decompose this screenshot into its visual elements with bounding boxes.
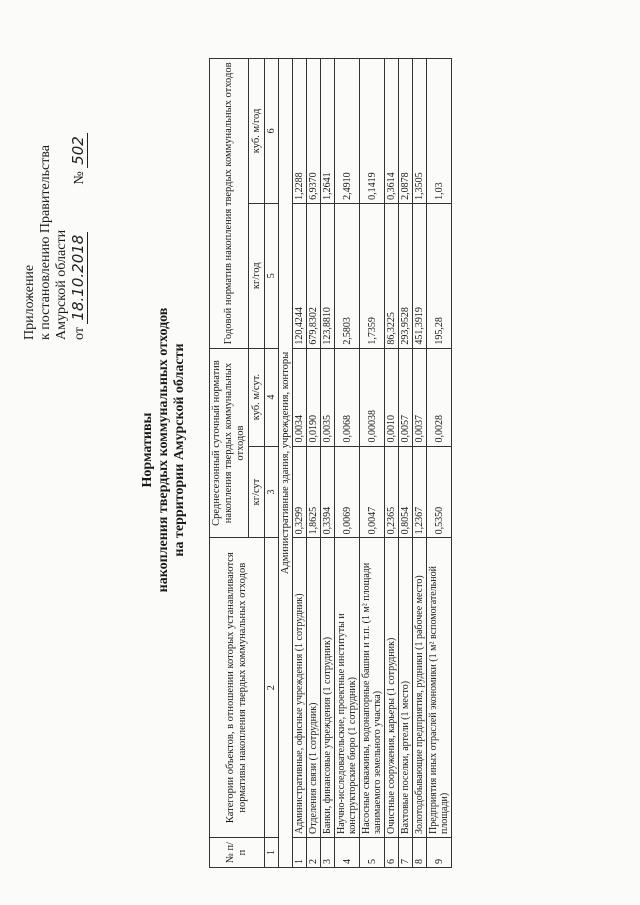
row-m3-per-year: 2,0878 <box>399 59 413 204</box>
row-category: Золотодобывающие предприятия, рудники (1 рабочее место) <box>413 538 427 838</box>
row-m3-per-day: 0,0010 <box>385 348 399 446</box>
row-kg-per-day: 0,3299 <box>293 446 307 538</box>
row-m3-per-day: 0,0028 <box>427 348 452 446</box>
row-kg-per-day: 1,8625 <box>307 446 321 538</box>
norms-table <box>209 58 452 868</box>
header-category: Категории объектов, в отношении которых устанавливаются нормативы накопления твердых коммунальных отходов <box>210 538 265 838</box>
row-category: Отделения связи (1 сотрудник) <box>307 538 321 838</box>
col-number: 1 <box>265 838 279 868</box>
row-kg-per-day: 0,5350 <box>427 446 452 538</box>
row-number: 6 <box>385 838 399 868</box>
number-prefix: № <box>72 171 87 185</box>
handwritten-date: 18.10.2018 <box>69 232 88 324</box>
row-m3-per-day: 0,0068 <box>335 348 360 446</box>
header-unit-kg-day: кг/сут <box>249 446 265 538</box>
section-title: Административные здания, учреждения, конторы <box>279 59 293 868</box>
row-number: 5 <box>360 838 385 868</box>
table-row <box>385 59 399 868</box>
row-kg-per-year: 86,3225 <box>385 203 399 348</box>
date-prefix: от <box>72 327 87 340</box>
row-kg-per-day: 0,0047 <box>360 446 385 538</box>
row-number: 2 <box>307 838 321 868</box>
row-kg-per-year: 120,4244 <box>293 203 307 348</box>
row-kg-per-year: 679,8302 <box>307 203 321 348</box>
header-yearly: Годовой норматив накопления твердых коммунальных отходов <box>210 59 249 349</box>
row-kg-per-day: 0,0069 <box>335 446 360 538</box>
row-kg-per-day: 0,2365 <box>385 446 399 538</box>
row-m3-per-year: 1,3505 <box>413 59 427 204</box>
row-m3-per-day: 0,0037 <box>413 348 427 446</box>
row-kg-per-year: 293,9528 <box>399 203 413 348</box>
row-m3-per-day: 0,0190 <box>307 348 321 446</box>
appendix-region: Амурской области <box>54 229 69 340</box>
handwritten-number: 502 <box>69 133 88 168</box>
row-number: 8 <box>413 838 427 868</box>
row-number: 4 <box>335 838 360 868</box>
table-body <box>293 59 452 868</box>
row-number: 1 <box>293 838 307 868</box>
row-m3-per-year: 1,2288 <box>293 59 307 204</box>
row-category: Вахтовые поселки, артели (1 место) <box>399 538 413 838</box>
rotated-content <box>12 20 632 880</box>
row-kg-per-day: 1,2367 <box>413 446 427 538</box>
row-category: Банки, финансовые учреждения (1 сотрудник) <box>321 538 335 838</box>
table-row <box>360 59 385 868</box>
col-number: 6 <box>265 59 279 204</box>
header-num: № п/п <box>210 838 265 868</box>
appendix-date-line <box>70 40 88 340</box>
row-category: Очистные сооружения, карьеры (1 сотрудник) <box>385 538 399 838</box>
col-number: 5 <box>265 203 279 348</box>
row-kg-per-year: 451,3919 <box>413 203 427 348</box>
row-number: 3 <box>321 838 335 868</box>
row-m3-per-year: 2,4910 <box>335 59 360 204</box>
column-number-row <box>265 59 279 868</box>
row-number: 9 <box>427 838 452 868</box>
row-m3-per-day: 0,00038 <box>360 348 385 446</box>
row-m3-per-year: 0,1419 <box>360 59 385 204</box>
row-m3-per-year: 1,2641 <box>321 59 335 204</box>
row-kg-per-day: 0,3394 <box>321 446 335 538</box>
table-row <box>399 59 413 868</box>
row-category: Административные, офисные учреждения (1 сотрудник) <box>293 538 307 838</box>
col-number: 2 <box>265 538 279 838</box>
col-number: 4 <box>265 348 279 446</box>
document-title <box>140 170 188 730</box>
title-line-1: Нормативы <box>140 412 155 488</box>
row-m3-per-year: 0,3614 <box>385 59 399 204</box>
row-kg-per-year: 195,28 <box>427 203 452 348</box>
table-row <box>321 59 335 868</box>
appendix-title: Приложение <box>22 264 37 340</box>
col-number: 3 <box>265 446 279 538</box>
table-row <box>427 59 452 868</box>
header-daily: Среднесезонный суточный норматив накопления твердых коммунальных отходов <box>210 348 249 538</box>
row-kg-per-year: 2,5803 <box>335 203 360 348</box>
header-unit-kg-year: кг/год <box>249 203 265 348</box>
row-m3-per-day: 0,0034 <box>293 348 307 446</box>
table-row <box>293 59 307 868</box>
row-kg-per-year: 123,8810 <box>321 203 335 348</box>
appendix-decree: к постановлению Правительства <box>38 144 53 340</box>
row-kg-per-year: 1,7359 <box>360 203 385 348</box>
row-m3-per-year: 1,03 <box>427 59 452 204</box>
row-category: Насосные скважины, водонапорные башни и т.п. (1 м² площади занимаемого земельного участка) <box>360 538 385 838</box>
table-row <box>335 59 360 868</box>
row-m3-per-day: 0,0035 <box>321 348 335 446</box>
row-kg-per-day: 0,8054 <box>399 446 413 538</box>
row-m3-per-year: 6,9370 <box>307 59 321 204</box>
row-number: 7 <box>399 838 413 868</box>
row-category: Предприятия иных отраслей экономики (1 м² вспомогательной площади) <box>427 538 452 838</box>
header-unit-m3-year: куб. м/год <box>249 59 265 204</box>
row-m3-per-day: 0,0057 <box>399 348 413 446</box>
appendix-block <box>22 40 88 340</box>
header-unit-m3-day: куб. м/сут. <box>249 348 265 446</box>
title-line-3: на территории Амурской области <box>172 343 187 557</box>
section-row <box>279 59 293 868</box>
table-row <box>307 59 321 868</box>
title-line-2: накопления твердых коммунальных отходов <box>156 307 171 593</box>
table-row <box>413 59 427 868</box>
row-category: Научно-исследовательские, проектные институты и конструкторские бюро (1 сотрудник) <box>335 538 360 838</box>
